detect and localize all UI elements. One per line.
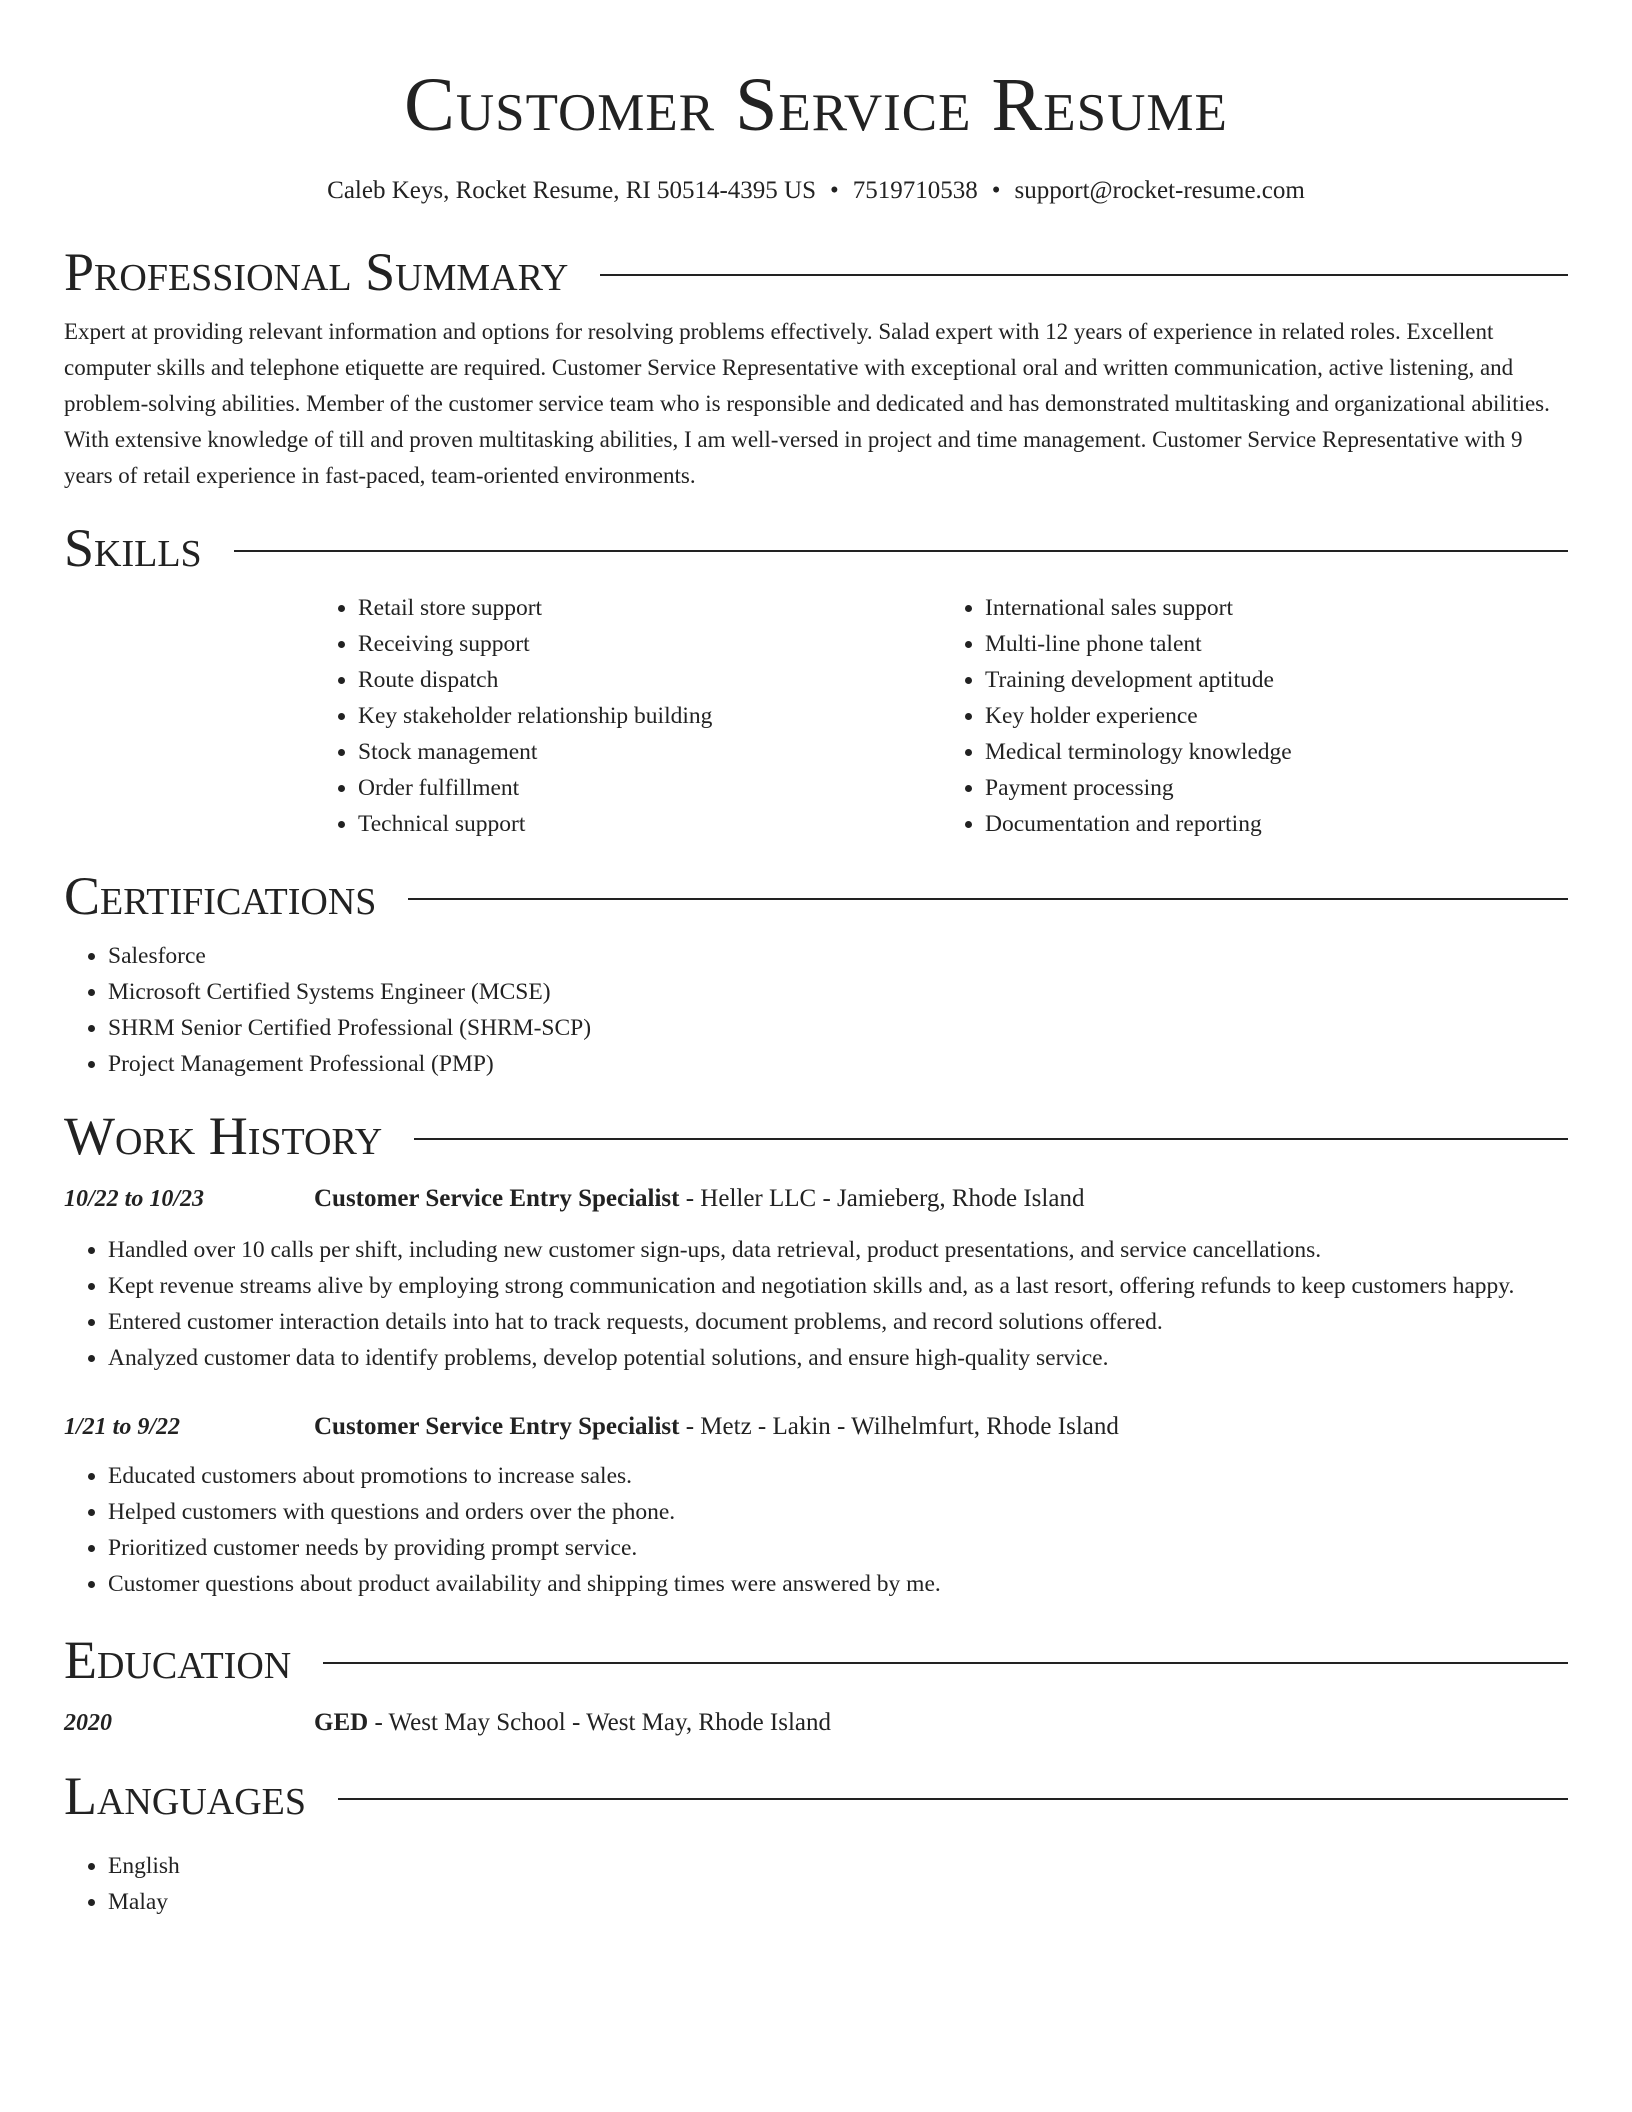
list-item: • Prioritized customer needs by providing prompt service.: [108, 1530, 1568, 1566]
list-item: • Order fulfillment: [358, 770, 941, 806]
education-entry: [64, 1706, 1568, 1740]
section-heading: Languages: [64, 1766, 306, 1826]
section-divider: [408, 898, 1568, 900]
education-degree: GED: [314, 1709, 369, 1736]
list-item: • Receiving support: [358, 626, 941, 662]
section-divider: [600, 274, 1568, 276]
list-item: • SHRM Senior Certified Professional (SHRM-SCP): [108, 1010, 1568, 1046]
list-item: • Payment processing: [985, 770, 1568, 806]
education-header: [314, 1706, 831, 1740]
job-header: [314, 1410, 1119, 1444]
list-item: • Handled over 10 calls per shift, including new customer sign-ups, data retrieval, product presentations, and service cancellations.: [108, 1232, 1568, 1268]
list-item: • Malay: [108, 1884, 1568, 1920]
list-item: • Route dispatch: [358, 662, 941, 698]
job-bullets: [64, 1232, 1568, 1376]
list-item: • Medical terminology knowledge: [985, 734, 1568, 770]
contact-separator: •: [991, 177, 1001, 204]
job-employer-location: - Metz - Lakin - Wilhelmfurt, Rhode Island: [679, 1413, 1119, 1440]
section-heading: Work History: [64, 1106, 383, 1166]
contact-separator: •: [830, 177, 839, 204]
list-item: • Educated customers about promotions to increase sales.: [108, 1458, 1568, 1494]
list-item: • Customer questions about product availability and shipping times were answered by me.: [108, 1566, 1568, 1602]
section-heading: Certifications: [64, 866, 377, 926]
section-divider: [414, 1138, 1568, 1140]
contact-email: support@rocket-resume.com: [1014, 177, 1305, 204]
job-title: Customer Service Entry Specialist: [314, 1413, 680, 1440]
list-item: • English: [108, 1848, 1568, 1884]
section-divider: [234, 550, 1568, 552]
job-header: [314, 1182, 1084, 1216]
languages-list: [64, 1848, 1568, 1920]
education-school-location: - West May School - West May, Rhode Island: [368, 1709, 832, 1736]
list-item: • Training development aptitude: [985, 662, 1568, 698]
list-item: • Salesforce: [108, 938, 1568, 974]
skills-grid: [314, 590, 1568, 842]
list-item: • Kept revenue streams alive by employing strong communication and negotiation skills and, as a last resort, offering refunds to keep customers happy.: [108, 1268, 1568, 1304]
certifications-list: [64, 938, 1568, 1082]
list-item: • Documentation and reporting: [985, 806, 1568, 842]
job-bullets: [64, 1458, 1568, 1602]
contact-phone: 7519710538: [852, 177, 978, 204]
job-entry: [64, 1410, 1568, 1444]
job-employer-location: - Heller LLC - Jamieberg, Rhode Island: [679, 1185, 1085, 1212]
list-item: • Project Management Professional (PMP): [108, 1046, 1568, 1082]
section-professional-summary: [64, 242, 1568, 302]
section-divider: [338, 1798, 1568, 1800]
section-heading: Skills: [64, 518, 202, 578]
resume-title: Customer Service Resume: [404, 63, 1228, 147]
job-dates: 1/21 to 9/22: [64, 1414, 181, 1440]
list-item: • Analyzed customer data to identify problems, develop potential solutions, and ensure high-quality service.: [108, 1340, 1568, 1376]
section-divider: [323, 1662, 1568, 1664]
list-item: • Stock management: [358, 734, 941, 770]
section-heading: Education: [64, 1630, 292, 1690]
list-item: • Entered customer interaction details into hat to track requests, document problems, and record solutions offered.: [108, 1304, 1568, 1340]
list-item: • Retail store support: [358, 590, 941, 626]
list-item: • Multi-line phone talent: [985, 626, 1568, 662]
list-item: • Microsoft Certified Systems Engineer (MCSE): [108, 974, 1568, 1010]
job-entry: [64, 1182, 1568, 1216]
section-skills: [64, 518, 1568, 578]
list-item: • Helped customers with questions and orders over the phone.: [108, 1494, 1568, 1530]
list-item: • Technical support: [358, 806, 941, 842]
job-title: Customer Service Entry Specialist: [314, 1185, 680, 1212]
skills-list-left: [314, 590, 941, 842]
list-item: • Key holder experience: [985, 698, 1568, 734]
section-certifications: [64, 866, 1568, 926]
list-item: • Key stakeholder relationship building: [358, 698, 941, 734]
summary-text: Expert at providing relevant information and options for resolving problems effectively. Salad expert with 12 years of experience in related roles. Excellent computer skills and telephone etiquette are required. Customer Service Representative with exceptional oral and written communication, active listening, and problem-solving abilities. Member of the customer service team who is responsible and dedicated and has demonstrated multitasking and organizational abilities. With extensive knowledge of till and proven multitasking abilities, I am well-versed in project and time management. Customer Service Representative with 9 years of retail experience in fast-paced, team-oriented environments.: [64, 319, 1550, 488]
contact-line: [64, 174, 1568, 208]
skills-list-right: [941, 590, 1568, 842]
section-education: [64, 1630, 1568, 1690]
list-item: • International sales support: [985, 590, 1568, 626]
education-year: 2020: [64, 1710, 112, 1736]
contact-address: Caleb Keys, Rocket Resume, RI 50514-4395 US: [327, 177, 816, 204]
section-languages: [64, 1766, 1568, 1826]
section-work-history: [64, 1106, 1568, 1166]
section-heading: Professional Summary: [64, 242, 569, 302]
job-dates: 10/22 to 10/23: [64, 1186, 205, 1212]
